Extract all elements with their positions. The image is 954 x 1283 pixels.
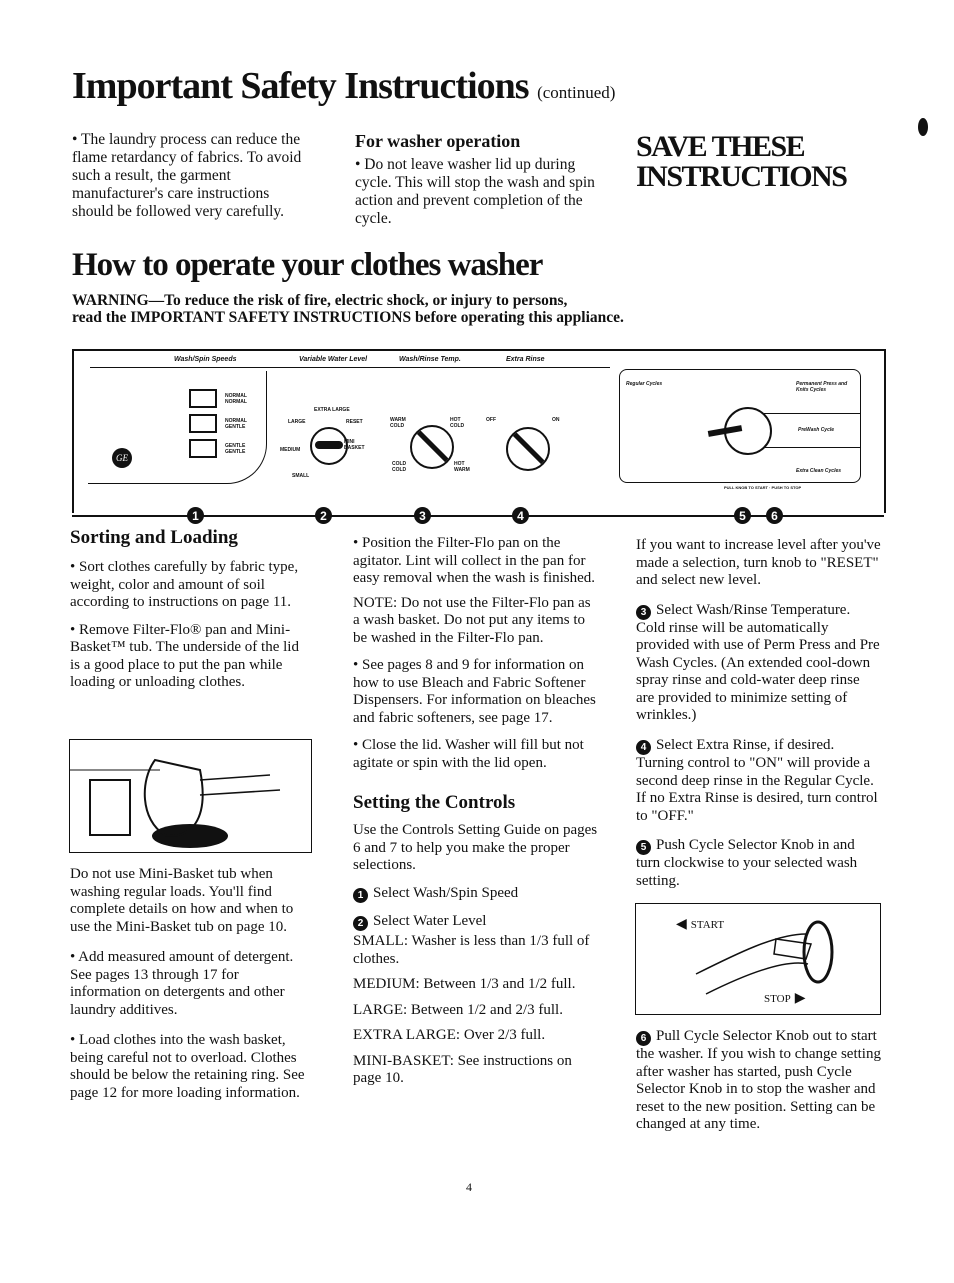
- label-water-level: Variable Water Level: [299, 356, 368, 363]
- section-title: How to operate your clothes washer: [72, 247, 543, 283]
- page-title: Important Safety Instructions (continued): [72, 65, 616, 107]
- step-1-icon: 1: [353, 888, 368, 903]
- warning-text: WARNING—To reduce the risk of fire, electric shock, or injury to persons, read the IMPORTANT SAFETY INSTRUCTIONS before operating this appliance.: [72, 292, 624, 326]
- speed-option-2[interactable]: NORMAL GENTLE: [189, 414, 253, 433]
- page-number: 4: [466, 1180, 472, 1194]
- step-marker-6: 6: [766, 507, 783, 524]
- column-sorting-loading: Sorting and Loading • Sort clothes carefully by fabric type, weight, color and amount of soil according to instructions on page 11. • Remove Filter-Flo® pan and Mini-Basket™ tub. The underside of the lid is a good place to put the pan while loading or unloading clothes.: [70, 527, 310, 692]
- step-3: 3 Select Wash/Rinse Temperature. Cold rinse will be automatically provided with use of Perm Press and Pre Wash Cycles. (An extended cool-down spray rinse and cold-water deep rinse are provided to minimize setting of wrinkles.): [636, 601, 880, 724]
- step-2-icon: 2: [353, 916, 368, 931]
- arrow-right-icon: ▶: [794, 991, 806, 1006]
- stop-label-group: STOP ▶: [764, 991, 806, 1006]
- column-temperature-cycle: If you want to increase level after you've made a selection, turn knob to "RESET" and select new level. 3 Select Wash/Rinse Temperature. Cold rinse will be automatically provided with use of Perm Press and Pre Wash Cycles. (An extended cool-down spray rinse and cold-water deep rinse are provided to minimize setting of wrinkles.) 4 Select Extra Rinse, if desired. Turning control to "ON" will provide a second deep rinse in the Regular Cycle. If no Extra Rinse is desired, turn control to "OFF." 5 Push Cycle Selector Knob in and turn clockwise to your selected wash setting.: [636, 537, 881, 889]
- start-label-group: ◀ START: [676, 917, 725, 932]
- washer-operation-heading: For washer operation: [355, 131, 521, 151]
- label-wash-spin: Wash/Spin Speeds: [174, 356, 237, 363]
- step-marker-4: 4: [512, 507, 529, 524]
- speed-buttons: [189, 389, 253, 458]
- loading-illustration: [69, 739, 312, 853]
- column-filter-controls: • Position the Filter-Flo pan on the agitator. Lint will collect in the pan for easy removal when the wash is finished. NOTE: Do not use the Filter-Flo pan as a wash basket. Do not put any items to be washed in the Filter-Flo pan. • See pages 8 and 9 for information on how to use Bleach and Fabric Softener Dispensers. For information on bleaches and fabric softeners, see page 17. • Close the lid. Washer will fill but not agitate or spin with the lid open. Setting the Controls Use the Controls Setting Guide on pages 6 and 7 to help you make the proper selections. 1 Select Wash/Spin Speed 2 Select Water Level SMALL: Washer is less than 1/3 full of clothes. MEDIUM: Between 1/3 and 1/2 full. LARGE: Between 1/2 and 2/3 full. EXTRA LARGE: Over 2/3 full. MINI-BASKET: See instructions on page 10.: [353, 535, 598, 1086]
- step-marker-3: 3: [414, 507, 431, 524]
- step-4: 4 Select Extra Rinse, if desired. Turning control to "ON" will provide a second deep rinse in the Regular Cycle. If no Extra Rinse is desired, turn control to "OFF.": [636, 736, 878, 824]
- knob-pointer-icon: [315, 441, 343, 449]
- label-extra-rinse: Extra Rinse: [506, 356, 545, 363]
- arrow-left-icon: ◀: [676, 917, 687, 932]
- sorting-heading: Sorting and Loading: [70, 527, 238, 548]
- laundry-bullet: • The laundry process can reduce the flame retardancy of fabrics. To avoid such a result, the garment manufacturer's care instructions should be followed very carefully.: [72, 131, 302, 220]
- save-instructions: SAVE THESE INSTRUCTIONS: [636, 130, 847, 193]
- knob-hand-image: [636, 904, 880, 1014]
- start-stop-illustration: [635, 903, 881, 1015]
- speed-option-1[interactable]: NORMAL NORMAL: [189, 389, 253, 408]
- knob-pointer-icon: [510, 429, 549, 468]
- speed-button-icon: [189, 414, 217, 433]
- step-6-icon: 6: [636, 1031, 651, 1046]
- cycle-rule-line: [764, 413, 860, 414]
- panel-top-line: [90, 367, 610, 368]
- speed-button-icon: [189, 439, 217, 458]
- step-6-block: [636, 1028, 881, 1134]
- step-6: 6 Pull Cycle Selector Knob out to start the washer. If you wish to change setting after washer has started, push Cycle Selector Knob in to stop the washer and reset to the new position. Setting can be changed at any time.: [636, 1028, 881, 1133]
- washer-operation-block: [355, 131, 595, 228]
- washer-operation-text: • Do not leave washer lid up during cycle. This will stop the wash and spin action and prevent completion of the cycle.: [355, 156, 595, 227]
- corner-mark: [918, 118, 928, 136]
- step-5: 5 Push Cycle Selector Knob in and turn clockwise to your selected wash setting.: [636, 837, 858, 889]
- ge-logo: GE: [112, 448, 132, 468]
- step-marker-1: 1: [187, 507, 204, 524]
- setting-controls-heading: Setting the Controls: [353, 792, 516, 813]
- column-1-continued: Do not use Mini-Basket tub when washing regular loads. You'll find complete details on how and when to use the Mini-Basket tub on page 10. • Add measured amount of detergent. See pages 13 through 17 for information on detergents and other laundry additives. • Load clothes into the wash basket, being careful not to overload. Clothes should be below the retaining ring. See page 12 for more loading information.: [70, 866, 305, 1101]
- water-level-knob[interactable]: [310, 427, 348, 465]
- control-panel-diagram: Wash/Spin Speeds Variable Water Level Wash/Rinse Temp. Extra Rinse GE NORMAL NORMAL NORMAL GENTLE GENTLE GENTLE EXTRA LARGE LARGE RESET MEDIUM MINI BASKET SMALL WARM COLD HOT COLD COLD COLD HOT WARM OFF ON Regular Cycles Permanent Press and Knits Cycles PreWash Cycle Extra Clean Cycles PULL KNOB TO START · PUSH TO STOP: [72, 349, 886, 513]
- step-3-icon: 3: [636, 605, 651, 620]
- label-wash-rinse: Wash/Rinse Temp.: [399, 356, 461, 363]
- knob-pointer-icon: [414, 427, 453, 466]
- step-4-icon: 4: [636, 740, 651, 755]
- title-suffix: (continued): [537, 83, 616, 102]
- step-marker-5: 5: [734, 507, 751, 524]
- step-1: 1 Select Wash/Spin Speed: [353, 885, 598, 903]
- temperature-knob[interactable]: [410, 425, 454, 469]
- step-5-icon: 5: [636, 840, 651, 855]
- speed-button-icon: [189, 389, 217, 408]
- extra-rinse-knob[interactable]: [506, 427, 550, 471]
- cycle-rule-line: [764, 447, 860, 448]
- speed-option-3[interactable]: GENTLE GENTLE: [189, 439, 253, 458]
- step-2: 2 Select Water Level: [353, 913, 598, 931]
- step-marker-2: 2: [315, 507, 332, 524]
- washer-loading-image: [70, 740, 311, 852]
